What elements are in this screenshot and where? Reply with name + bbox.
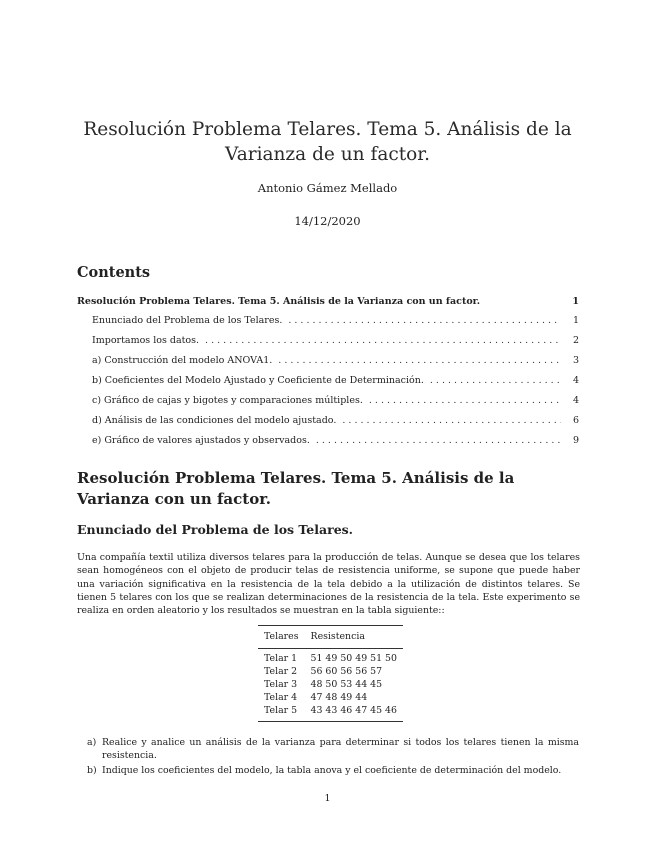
toc-leader-dots [278, 355, 561, 366]
toc-entry-label: Importamos los datos. [92, 335, 200, 346]
document-date: 14/12/2020 [294, 214, 361, 228]
table-cell: 56 60 56 56 57 [310, 666, 383, 677]
list-item-marker: b) [87, 765, 97, 776]
toc-entry-label: e) Gráfico de valores ajustados y observados. [92, 435, 310, 446]
table-cell: Telar 4 [264, 692, 298, 703]
table-row [258, 691, 403, 704]
section-heading: Resolución Problema Telares. Tema 5. Análisis de la Varianza con un factor. [77, 469, 515, 508]
table-row [258, 649, 403, 666]
toc-entry-label: d) Análisis de las condiciones del modelo ajustado. [92, 415, 337, 426]
toc-leader-dots [342, 415, 561, 426]
list-item-text: Realice y analice un análisis de la varianza para determinar si todos los telares tienen la misma resistencia. [102, 737, 579, 761]
toc-entry-page: 6 [572, 415, 579, 426]
toc-entry-page: 3 [572, 355, 579, 366]
table-row [258, 678, 403, 691]
table-header-row [258, 626, 403, 649]
table-cell: Telar 3 [264, 679, 298, 690]
toc-entry-page: 1 [572, 315, 579, 326]
table-cell: 43 43 46 47 45 46 [310, 705, 397, 716]
list-item-marker: a) [87, 737, 97, 748]
toc-leader-dots [205, 335, 561, 346]
table-cell: Telar 5 [264, 705, 298, 716]
toc-entry[interactable] [77, 355, 579, 375]
table-of-contents [77, 296, 579, 455]
document-title: Resolución Problema Telares. Tema 5. Análisis de la Varianza de un factor. [83, 119, 572, 165]
contents-heading: Contents [77, 264, 151, 281]
list-item [87, 736, 579, 762]
document-author: Antonio Gámez Mellado [257, 181, 398, 195]
problem-statement: Una compañía textil utiliza diversos telares para la producción de telas. Aunque se desea que los telares sean homogéneos con el objeto de producir telas de resistencia uniforme, se supone que puede haber una variación significativa en la resistencia de la tela debido a la utilización de distintos telares. Se tienen 5 telares con los que se realizan determinaciones de la resistencia de la tela. Este experimento se realiza en orden aleatorio y los resultados se muestran en la tabla siguiente:: [77, 552, 580, 617]
toc-entry-label: a) Construcción del modelo ANOVA1. [92, 355, 273, 366]
column-header: Resistencia [310, 631, 365, 642]
question-list [87, 736, 579, 779]
column-header: Telares [264, 631, 299, 642]
toc-leader-dots [288, 315, 561, 326]
toc-entry-page: 1 [572, 296, 579, 307]
toc-leader-dots [316, 435, 561, 446]
table-cell: 47 48 49 44 [310, 692, 368, 703]
toc-entry-page: 4 [572, 395, 579, 406]
page-number: 1 [324, 793, 331, 804]
list-item [87, 764, 579, 777]
toc-entry[interactable] [77, 335, 579, 355]
toc-entry-label: b) Coeficientes del Modelo Ajustado y Coeficiente de Determinación. [92, 375, 424, 386]
toc-entry-label: c) Gráfico de cajas y bigotes y comparaciones múltiples. [92, 395, 363, 406]
table-row [258, 665, 403, 678]
toc-entry-label: Enunciado del Problema de los Telares. [92, 315, 283, 326]
list-item-text: Indique los coeficientes del modelo, la tabla anova y el coeficiente de determinación del modelo. [102, 765, 562, 776]
toc-leader-dots [369, 395, 561, 406]
toc-entry[interactable] [77, 395, 579, 415]
toc-entry-label: Resolución Problema Telares. Tema 5. Análisis de la Varianza con un factor. [77, 296, 481, 307]
table-cell: 51 49 50 49 51 50 [310, 653, 397, 664]
table-row [258, 704, 403, 722]
table-cell: Telar 2 [264, 666, 298, 677]
toc-entry-page: 9 [572, 435, 579, 446]
table-cell: Telar 1 [264, 653, 298, 664]
toc-entry[interactable] [77, 375, 579, 395]
toc-entry[interactable] [77, 435, 579, 455]
data-table [258, 625, 403, 722]
toc-entry-page: 2 [572, 335, 579, 346]
toc-entry[interactable] [77, 296, 579, 315]
toc-entry-page: 4 [572, 375, 579, 386]
subsection-heading: Enunciado del Problema de los Telares. [77, 522, 354, 537]
toc-leader-dots [430, 375, 561, 386]
toc-entry[interactable] [77, 415, 579, 435]
toc-entry[interactable] [77, 315, 579, 335]
table-cell: 48 50 53 44 45 [310, 679, 383, 690]
